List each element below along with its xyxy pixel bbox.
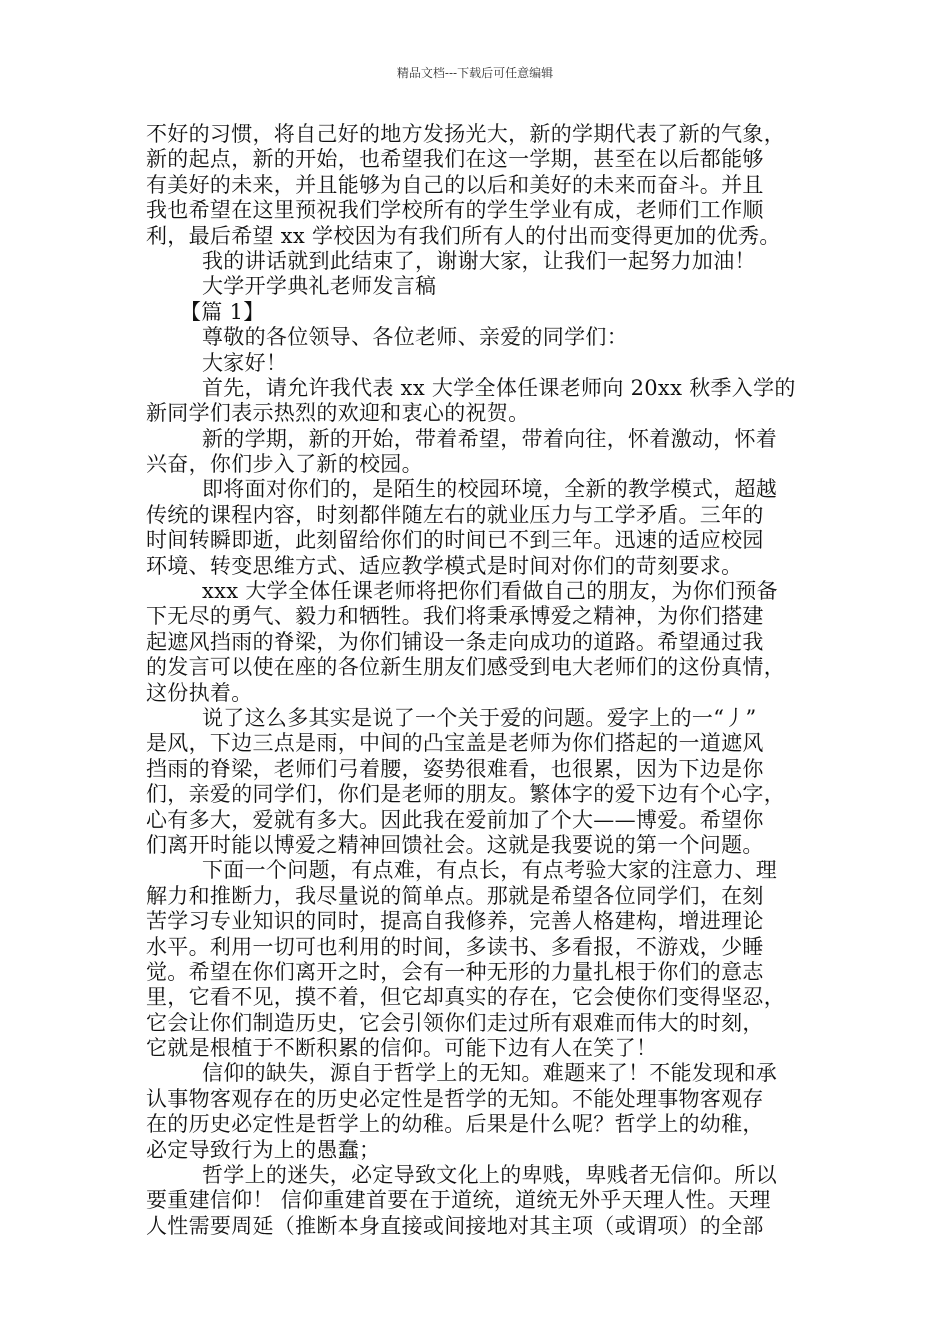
- text-line: 传统的课程内容，时刻都伴随左右的就业压力与工学矛盾。三年的: [146, 502, 764, 527]
- text-line: 新同学们表示热烈的欢迎和衷心的祝贺。: [146, 401, 530, 426]
- text-line: 在的历史必定性是哲学上的幼稚。后果是什么呢？哲学上的幼稚，: [146, 1112, 764, 1137]
- text-line: 我的讲话就到此结束了，谢谢大家，让我们一起努力加油！: [202, 248, 756, 273]
- text-line: 们离开时能以博爱之精神回馈社会。这就是我要说的第一个问题。: [146, 832, 764, 857]
- text-line: 新的起点，新的开始，也希望我们在这一学期，甚至在以后都能够: [146, 147, 764, 172]
- text-line: 说了这么多其实是说了一个关于爱的问题。爱字上的一“丿”: [202, 705, 757, 730]
- text-line: 认事物客观存在的历史必定性是哲学的无知。不能处理事物客观存: [146, 1086, 764, 1111]
- text-line: 觉。希望在你们离开之时，会有一种无形的力量扎根于你们的意志: [146, 959, 764, 984]
- text-line: 它就是根植于不断积累的信仰。可能下边有人在笑了！: [146, 1036, 658, 1061]
- text-line: 的发言可以使在座的各位新生朋友们感受到电大老师们的这份真情，: [146, 655, 785, 680]
- text-line: 里，它看不见，摸不着，但它却真实的存在，它会使你们变得坚忍，: [146, 985, 785, 1010]
- text-line: 尊敬的各位领导、各位老师、亲爱的同学们：: [202, 325, 628, 350]
- text-line: 挡雨的脊梁，老师们弓着腰，姿势很难看，也很累，因为下边是你: [146, 756, 764, 781]
- text-line: 有美好的未来，并且能够为自己的以后和美好的未来而奋斗。并且: [146, 172, 764, 197]
- text-line: 是风，下边三点是雨，中间的凸宝盖是老师为你们搭起的一道遮风: [146, 731, 764, 756]
- text-line: 人性需要周延（推断本身直接或间接地对其主项（或谓项）的全部: [146, 1213, 764, 1238]
- text-line: 环境、转变思维方式、适应教学模式是时间对你们的苛刻要求。: [146, 553, 743, 578]
- text-line: 我也希望在这里预祝我们学校所有的学生学业有成，老师们工作顺: [146, 198, 764, 223]
- text-line: 哲学上的迷失，必定导致文化上的卑贱，卑贱者无信仰。所以: [202, 1163, 778, 1188]
- text-line: 们，亲爱的同学们，你们是老师的朋友。繁体字的爱下边有个心字，: [146, 782, 785, 807]
- text-line: 大家好！: [202, 350, 288, 375]
- text-line: 起遮风挡雨的脊梁，为你们铺设一条走向成功的道路。希望通过我: [146, 629, 764, 654]
- document-body: [146, 122, 816, 1239]
- text-line: 解力和推断力，我尽量说的简单点。那就是希望各位同学们，在刻: [146, 883, 764, 908]
- text-line: 新的学期，新的开始，带着希望，带着向往，怀着激动，怀着: [202, 426, 778, 451]
- text-line: 利，最后希望 xx 学校因为有我们所有人的付出而变得更加的优秀。: [146, 223, 781, 248]
- text-line: 这份执着。: [146, 680, 253, 705]
- text-line: 兴奋，你们步入了新的校园。: [146, 452, 423, 477]
- text-line: 苦学习专业知识的同时，提高自我修养，完善人格建构，增进理论: [146, 909, 764, 934]
- text-line: 必定导致行为上的愚蠢；: [146, 1137, 381, 1162]
- text-line: 它会让你们制造历史，它会引领你们走过所有艰难而伟大的时刻，: [146, 1010, 764, 1035]
- text-line: 【篇 1】: [180, 299, 265, 324]
- text-line: 下无尽的勇气、毅力和牺牲。我们将秉承博爱之精神，为你们搭建: [146, 604, 764, 629]
- text-line: 心有多大，爱就有多大。因此我在爱前加了个大——博爱。希望你: [146, 807, 764, 832]
- text-line: 水平。利用一切可也利用的时间，多读书、多看报，不游戏，少睡: [146, 934, 764, 959]
- text-line: 即将面对你们的，是陌生的校园环境，全新的教学模式，超越: [202, 477, 778, 502]
- text-line: 下面一个问题，有点难，有点长，有点考验大家的注意力、理: [202, 858, 778, 883]
- text-line: 时间转瞬即逝，此刻留给你们的时间已不到三年。迅速的适应校园: [146, 528, 764, 553]
- text-line: 要重建信仰！ 信仰重建首要在于道统，道统无外乎天理人性。天理: [146, 1188, 771, 1213]
- text-line: 首先，请允许我代表 xx 大学全体任课老师向 20xx 秋季入学的: [202, 375, 796, 400]
- page-header: 精品文档---下载后可任意编辑: [396, 66, 554, 80]
- text-line: 大学开学典礼老师发言稿: [202, 274, 437, 299]
- text-line: 不好的习惯，将自己好的地方发扬光大，新的学期代表了新的气象，: [146, 122, 785, 146]
- text-line: 信仰的缺失，源自于哲学上的无知。难题来了！不能发现和承: [202, 1061, 778, 1086]
- text-line: xxx 大学全体任课老师将把你们看做自己的朋友，为你们预备: [202, 579, 778, 604]
